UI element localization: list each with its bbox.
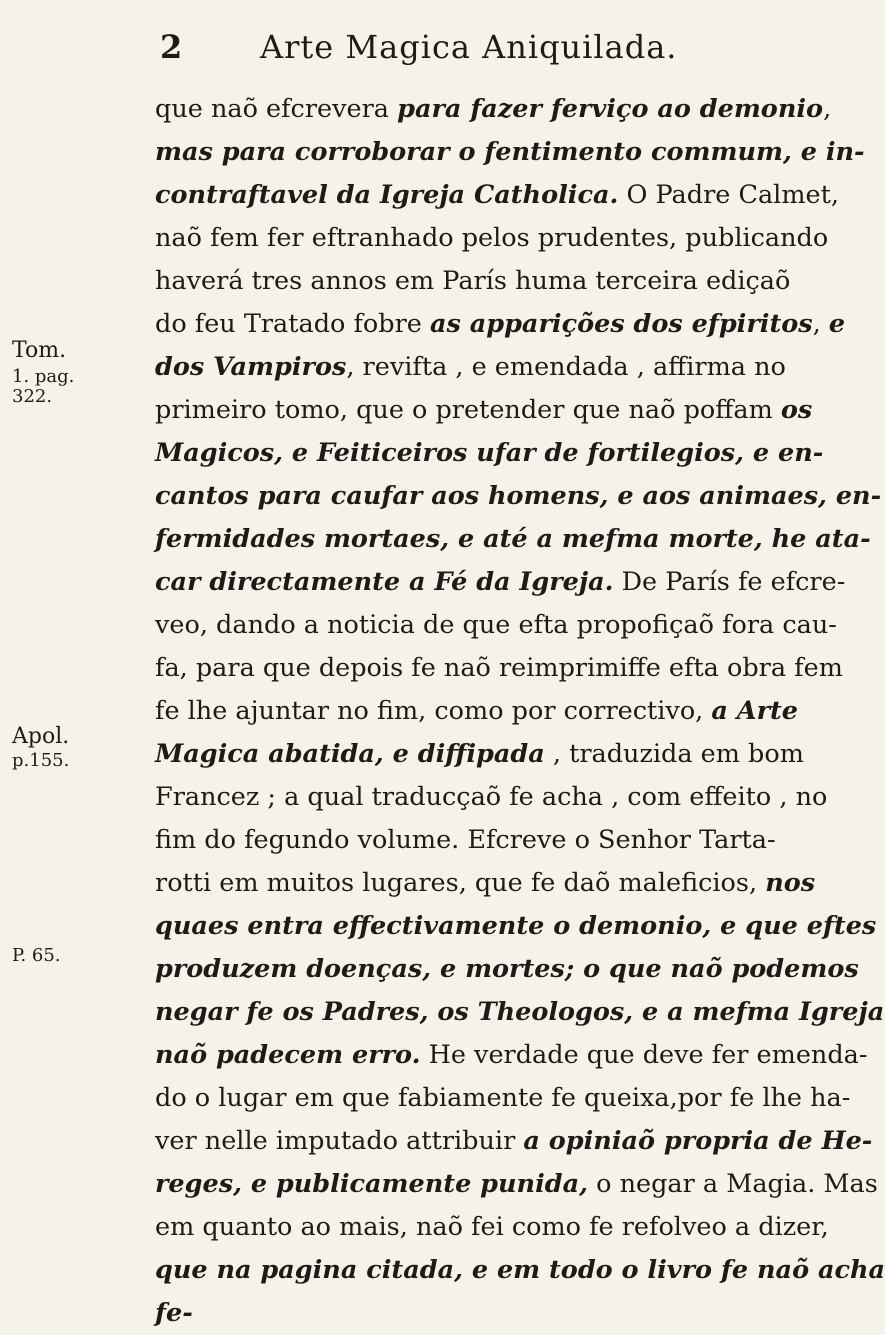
- text-line: [155, 346, 786, 389]
- text-run: , revifta , e emendada , affirma no: [346, 352, 786, 382]
- italic-text-run: nos: [765, 868, 816, 898]
- italic-text-run: dos Vampiros: [155, 352, 347, 382]
- text-line: [155, 690, 799, 733]
- text-run: o negar a Magia. Mas: [588, 1169, 878, 1199]
- italic-text-run: os: [780, 395, 813, 425]
- text-run: em quanto ao mais, naõ fei como fe refolveo a dizer,: [155, 1212, 829, 1242]
- text-run: rotti em muitos lugares, que fe daõ maleficios,: [155, 868, 766, 898]
- italic-text-run: para fazer ferviço ao demonio: [397, 94, 824, 124]
- text-line: [155, 733, 804, 776]
- italic-text-run: produzem doenças, e mortes; o que naõ podemos: [155, 954, 859, 984]
- text-line: [155, 131, 865, 174]
- italic-text-run: mas para corroborar o fentimento commum, e in-: [155, 137, 865, 167]
- margin-note-apol: Apol.: [12, 724, 70, 749]
- text-run: do o lugar em que fabiamente fe queixa,por fe lhe ha-: [155, 1083, 851, 1113]
- text-run: veo, dando a noticia de que efta propofiçaõ fora cau-: [155, 610, 837, 640]
- text-run: O Padre Calmet,: [618, 180, 839, 210]
- text-run: do feu Tratado fobre: [155, 309, 430, 339]
- text-line: [155, 1292, 775, 1335]
- text-line: [155, 862, 816, 905]
- text-run: fim do fegundo volume. Efcreve o Senhor Tarta-: [155, 825, 776, 855]
- text-line: [155, 1077, 851, 1120]
- margin-note-pag: 1. pag.: [12, 366, 75, 387]
- text-run: que naõ efcrevera: [155, 94, 398, 124]
- italic-text-run: car directamente a Fé da Igreja.: [155, 567, 614, 597]
- text-line: [155, 604, 837, 647]
- text-run: fe lhe ajuntar no fim, como por correctivo,: [155, 696, 712, 726]
- italic-text-run: as apparições dos efpiritos: [429, 309, 813, 339]
- text-run: primeiro tomo, que o pretender que naõ poffam: [155, 395, 781, 425]
- page-number: 2: [160, 28, 183, 66]
- text-line: [155, 1034, 868, 1077]
- italic-text-run: que na pagina citada, e em todo o livro fe naõ acha: [155, 1255, 885, 1285]
- italic-text-run: reges, e publicamente punida,: [155, 1169, 589, 1199]
- margin-note-apol-page: p.155.: [12, 750, 70, 771]
- text-line: [155, 475, 882, 518]
- text-line: [155, 1120, 873, 1163]
- text-line: [155, 518, 871, 561]
- italic-text-run: fe-: [155, 1298, 193, 1328]
- italic-text-run: naõ padecem erro.: [155, 1040, 421, 1070]
- text-line: [155, 819, 775, 862]
- italic-text-run: a opiniaõ propria de He-: [523, 1126, 873, 1156]
- text-line: [155, 1163, 878, 1206]
- italic-text-run: Magicos, e Feiticeiros ufar de fortilegios, e en-: [155, 438, 824, 468]
- page-header: [150, 18, 710, 78]
- text-line: [155, 303, 846, 346]
- text-run: Francez ; a qual traducçaõ fe acha , com effeito , no: [155, 782, 828, 812]
- text-line: [155, 260, 791, 303]
- body-text: [155, 88, 885, 1335]
- text-run: De París fe efcre-: [613, 567, 846, 597]
- italic-text-run: fermidades mortaes, e até a mefma morte, he ata-: [155, 524, 871, 554]
- margin-note-pag-number: 322.: [12, 386, 53, 407]
- text-run: ,: [812, 309, 829, 339]
- text-line: [155, 1206, 829, 1249]
- italic-text-run: e: [828, 309, 846, 339]
- text-line: [155, 217, 829, 260]
- italic-text-run: contraftavel da Igreja Catholica.: [155, 180, 619, 210]
- italic-text-run: Magica abatida, e diffipada: [155, 739, 545, 769]
- text-run: ,: [823, 94, 832, 124]
- text-line: [155, 647, 843, 690]
- running-title: Arte Magica Aniquilada.: [260, 28, 678, 66]
- italic-text-run: cantos para caufar aos homens, e aos animaes, en-: [155, 481, 882, 511]
- text-run: ver nelle imputado attribuir: [155, 1126, 524, 1156]
- text-line: [155, 1249, 885, 1292]
- italic-text-run: negar fe os Padres, os Theologos, e a mefma Igreja: [155, 997, 885, 1027]
- text-run: fa, para que depois fe naõ reimprimiffe efta obra fem: [155, 653, 843, 683]
- text-line: [155, 88, 832, 131]
- text-run: , traduzida em bom: [544, 739, 804, 769]
- text-line: [155, 776, 828, 819]
- text-line: [155, 948, 859, 991]
- text-run: naõ fem fer eftranhado pelos prudentes, publicando: [155, 223, 829, 253]
- margin-note-tom: Tom.: [12, 338, 67, 363]
- text-run: He verdade que deve fer emenda-: [420, 1040, 868, 1070]
- italic-text-run: a Arte: [711, 696, 799, 726]
- margin-note-p65: P. 65.: [12, 945, 61, 966]
- italic-text-run: quaes entra effectivamente o demonio, e que eftes: [155, 911, 877, 941]
- text-line: [155, 432, 824, 475]
- text-line: [155, 561, 846, 604]
- text-line: [155, 389, 813, 432]
- text-line: [155, 905, 877, 948]
- text-line: [155, 174, 839, 217]
- text-line: [155, 991, 885, 1034]
- text-run: haverá tres annos em París huma terceira ediçaõ: [155, 266, 791, 296]
